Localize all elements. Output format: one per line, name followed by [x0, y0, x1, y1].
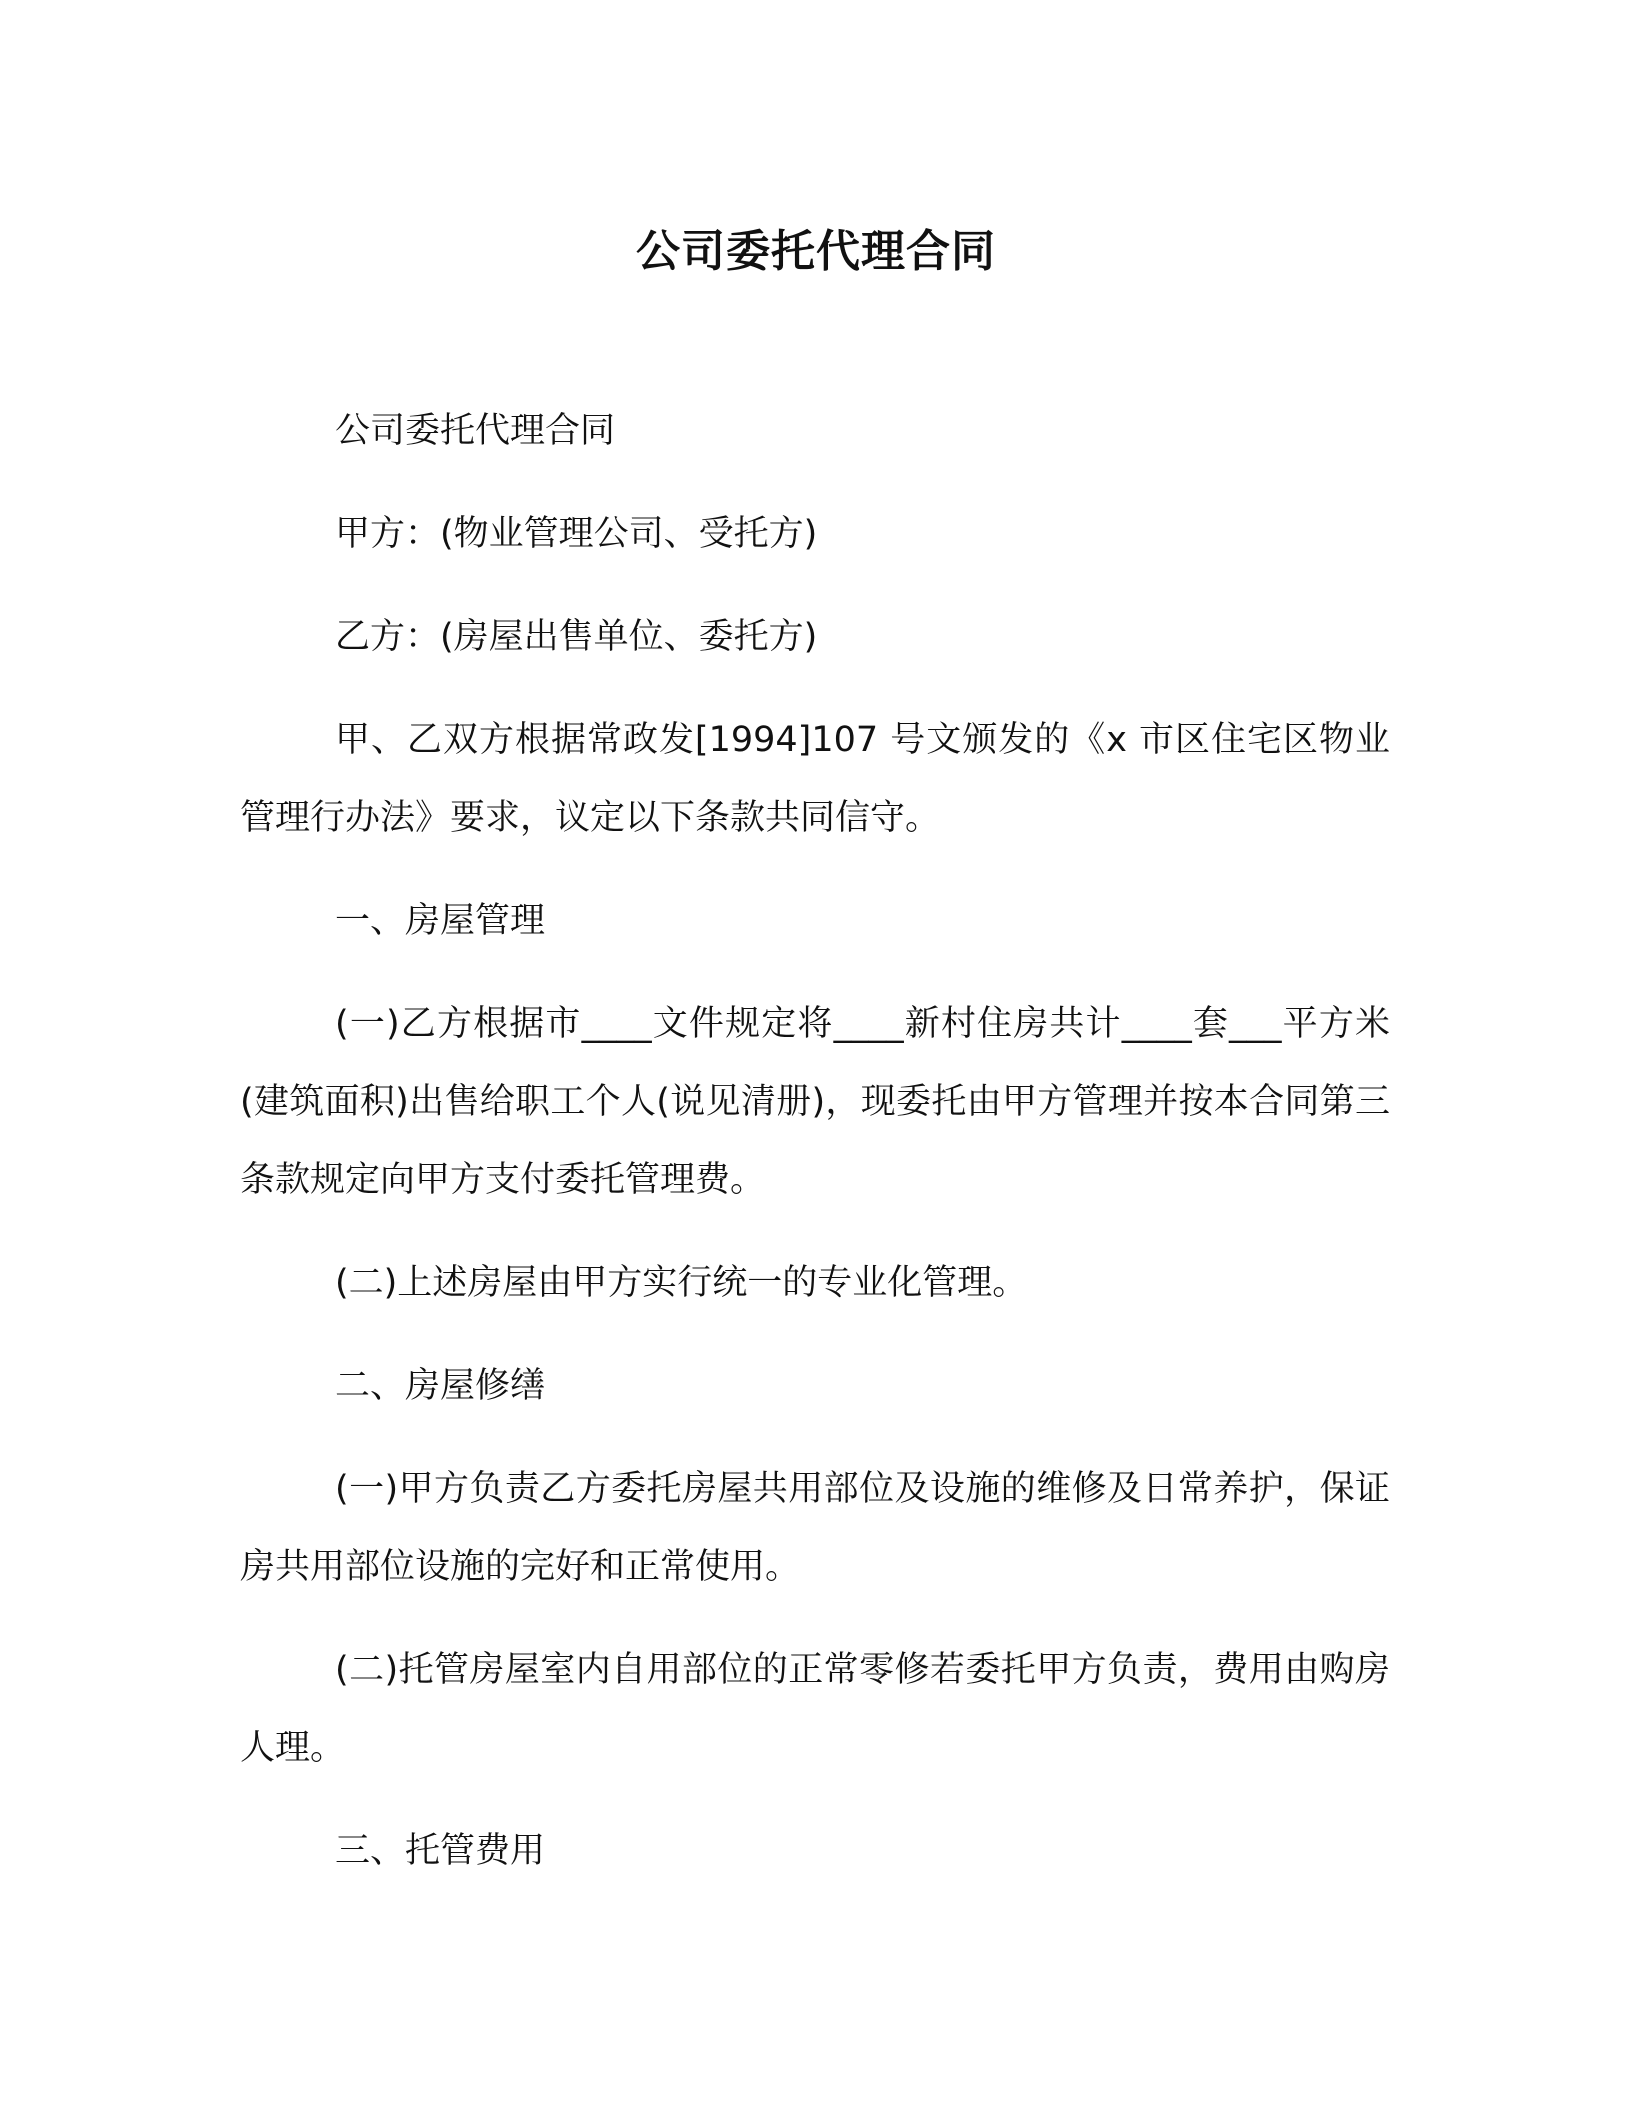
section-heading-2: 二、房屋修缮 [335, 1366, 546, 1406]
clause-2-1: (一)甲方负责乙方委托房屋共用部位及设施的维修及日常养护，保证房共用部位设施的完好和正常使用。 [240, 1469, 1390, 1587]
section-heading-3: 三、托管费用 [335, 1831, 546, 1871]
clause-1-1: (一)乙方根据市____文件规定将____新村住房共计____套___平方米(建筑面积)出售给职工个人(说见清册)，现委托由甲方管理并按本合同第三条款规定向甲方支付委托管理费。 [240, 1004, 1390, 1200]
paragraph-preamble: 甲、乙双方根据常政发[1994]107 号文颁发的《x 市区住宅区物业管理行办法》要求，议定以下条款共同信守。 [240, 720, 1390, 838]
paragraph-party-a: 甲方：(物业管理公司、受托方) [335, 514, 818, 554]
paragraph-subtitle: 公司委托代理合同 [335, 411, 616, 451]
paragraph-party-b: 乙方：(房屋出售单位、委托方) [335, 617, 818, 657]
document-body [240, 392, 1390, 1915]
section-heading-1: 一、房屋管理 [335, 901, 546, 941]
clause-2-2: (二)托管房屋室内自用部位的正常零修若委托甲方负责，费用由购房人理。 [240, 1650, 1390, 1768]
document-title: 公司委托代理合同 [636, 226, 996, 277]
clause-1-2: (二)上述房屋由甲方实行统一的专业化管理。 [335, 1263, 1028, 1303]
